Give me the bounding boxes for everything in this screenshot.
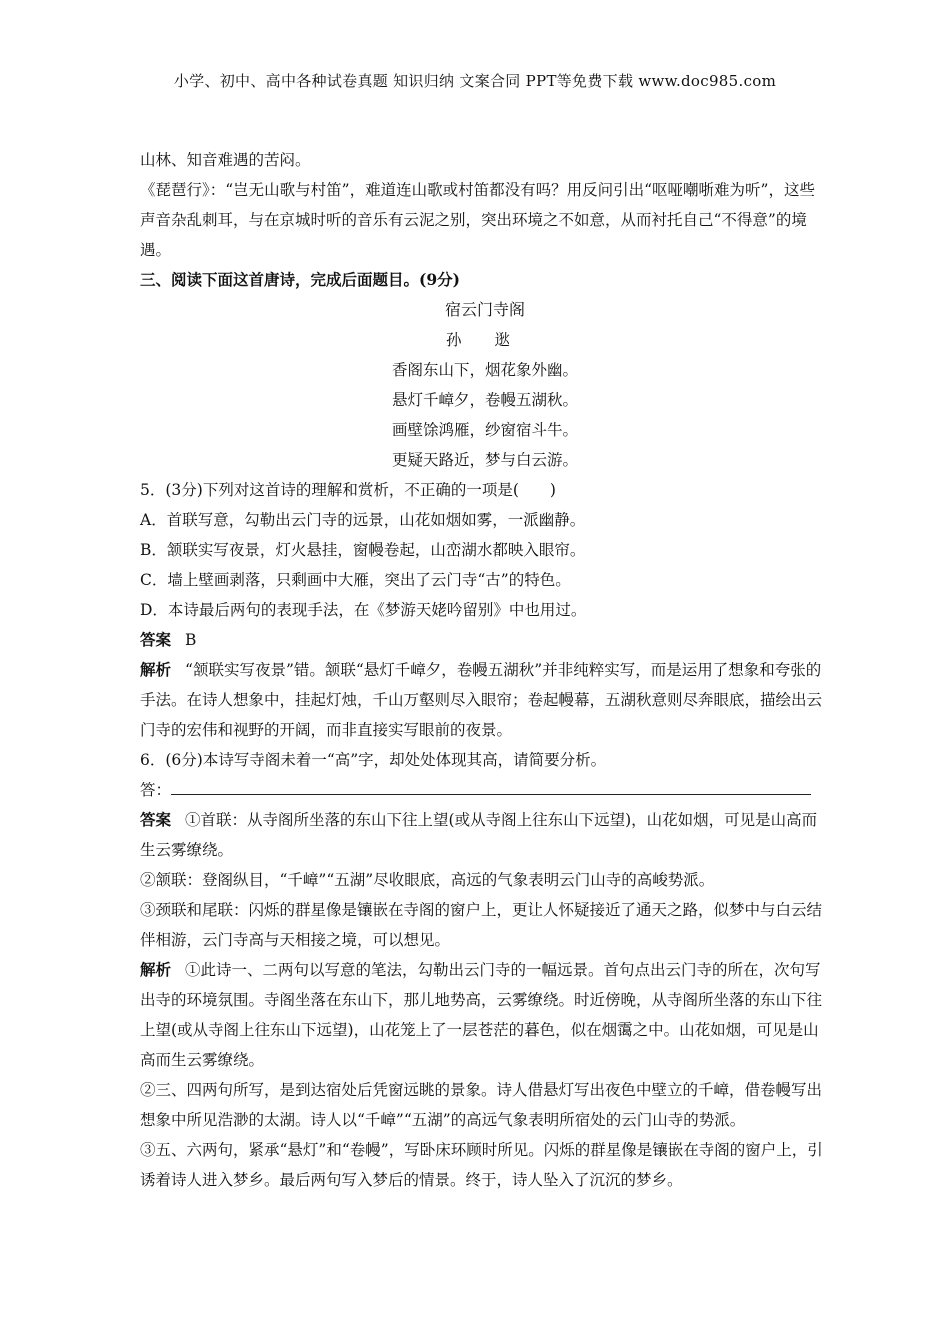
analysis-6 (140, 955, 830, 1075)
answer-6 (140, 805, 830, 865)
paragraph: 山林、知音难遇的苦闷。 (140, 151, 311, 169)
paragraph: 《琵琶行》：“岂无山歌与村笛”，难道连山歌或村笛都没有吗？用反问引出“呕哑嘲哳难为听”，这些声音杂乱刺耳，与在京城时听的音乐有云泥之别，突出环境之不如意，从而衬托自己“不得意”的境遇。 (140, 181, 815, 259)
poem-line: 画壁馀鸿雁，纱窗宿斗牛。 (391, 421, 578, 439)
analysis-6-item: ③五、六两句，紧承“悬灯”和“卷幔”，写卧床环顾时所见。闪烁的群星像是镶嵌在寺阁的窗户上，引诱着诗人进入梦乡。最后两句写入梦后的情景。终于，诗人坠入了沉沉的梦乡。 (140, 1141, 823, 1189)
answer-label: 答案 (140, 630, 172, 649)
answer-blank-line (171, 776, 811, 795)
answer-6-item: ③颈联和尾联：闪烁的群星像是镶嵌在寺阁的窗户上，更让人怀疑接近了通天之路，似梦中与白云结伴相游，云门寺高与天相接之境，可以想见。 (140, 901, 823, 949)
analysis-label: 解析 (140, 660, 172, 679)
analysis-text: “颔联实写夜景”错。颔联“悬灯千嶂夕，卷幔五湖秋”并非纯粹实写，而是运用了想象和夸张的手法。在诗人想象中，挂起灯烛，千山万壑则尽入眼帘；卷起幔幕，五湖秋意则尽奔眼底，描绘出云门寺的宏伟和视野的开阔，而非直接实写眼前的夜景。 (140, 661, 823, 739)
analysis-6-item: ②三、四两句所写，是到达宿处后凭窗远眺的景象。诗人借悬灯写出夜色中壁立的千嶂，借卷幔写出想象中所见浩渺的太湖。诗人以“千嶂”“五湖”的高远气象表明所宿处的云门山寺的势派。 (140, 1081, 823, 1129)
poem-line: 更疑天路近，梦与白云游。 (391, 451, 578, 469)
poem-line: 悬灯千嶂夕，卷幔五湖秋。 (391, 391, 578, 409)
section-heading: 三、阅读下面这首唐诗，完成后面题目。(9分) (140, 270, 460, 289)
answer-text: ①首联：从寺阁所坐落的东山下往上望(或从寺阁上往东山下远望)，山花如烟，可见是山高而生云雾缭绕。 (140, 811, 818, 859)
option-c: C．墙上壁画剥落，只剩画中大雁，突出了云门寺“古”的特色。 (140, 571, 571, 589)
poem-author: 孙 逖 (446, 331, 524, 349)
poem-title: 宿云门寺阁 (444, 300, 525, 319)
answer-5 (140, 625, 830, 655)
answer-field-6 (140, 775, 830, 805)
analysis-5 (140, 655, 830, 745)
option-d: D．本诗最后两句的表现手法，在《梦游天姥吟留别》中也用过。 (140, 601, 587, 619)
option-a: A．首联写意，勾勒出云门寺的远景，山花如烟如雾，一派幽静。 (140, 511, 586, 529)
document-body (140, 145, 830, 1195)
analysis-text: ①此诗一、二两句以写意的笔法，勾勒出云门寺的一幅远景。首句点出云门寺的所在，次句写出寺的环境氛围。寺阁坐落在东山下，那儿地势高，云雾缭绕。时近傍晚，从寺阁所坐落的东山下往上望(或从寺阁上往东山下远望)，山花笼上了一层苍茫的暮色，似在烟霭之中。山花如烟，可见是山高而生云雾缭绕。 (140, 961, 823, 1069)
option-b: B．颔联实写夜景，灯火悬挂，窗幔卷起，山峦湖水都映入眼帘。 (140, 541, 586, 559)
poem-line: 香阁东山下，烟花象外幽。 (391, 361, 578, 379)
answer-value: B (185, 631, 197, 649)
analysis-label: 解析 (140, 960, 172, 979)
question-5: 5．(3分)下列对这首诗的理解和赏析，不正确的一项是( ) (140, 481, 556, 499)
question-6: 6．(6分)本诗写寺阁未着一“高”字，却处处体现其高，请简要分析。 (140, 751, 607, 769)
page-header: 小学、初中、高中各种试卷真题 知识归纳 文案合同 PPT等免费下载 www.doc985.com (173, 72, 777, 90)
answer-prompt: 答： (140, 781, 172, 799)
answer-label: 答案 (140, 810, 172, 829)
answer-6-item: ②颔联：登阁纵目，“千嶂”“五湖”尽收眼底，高远的气象表明云门山寺的高峻势派。 (140, 871, 715, 889)
